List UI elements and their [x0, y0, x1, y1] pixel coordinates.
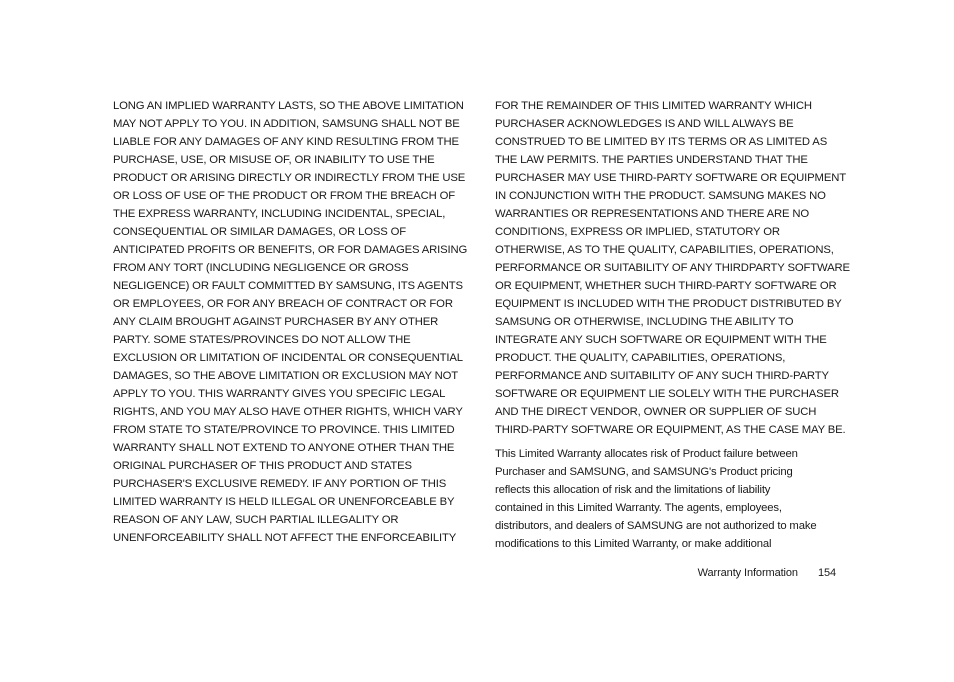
text-line: PURCHASER'S EXCLUSIVE REMEDY. IF ANY PORTION OF THIS — [113, 478, 447, 490]
text-line: CONSEQUENTIAL OR SIMILAR DAMAGES, OR LOSS OF — [113, 226, 407, 238]
text-line: OR LOSS OF USE OF THE PRODUCT OR FROM THE BREACH OF — [113, 190, 455, 202]
paragraph — [495, 97, 850, 439]
text-line: ANTICIPATED PROFITS OR BENEFITS, OR FOR DAMAGES ARISING — [113, 244, 468, 256]
text-line: WARRANTY SHALL NOT EXTEND TO ANYONE OTHER THAN THE — [113, 442, 455, 454]
text-line: THE EXPRESS WARRANTY, INCLUDING INCIDENTAL, SPECIAL, — [113, 208, 446, 220]
right-text-column — [495, 97, 850, 553]
text-line: IN CONJUNCTION WITH THE PRODUCT. SAMSUNG MAKES NO — [495, 190, 826, 202]
text-line: PERFORMANCE AND SUITABILITY OF ANY SUCH THIRD-PARTY — [495, 370, 829, 382]
text-line: Purchaser and SAMSUNG, and SAMSUNG's Product pricing — [495, 466, 793, 478]
text-line: This Limited Warranty allocates risk of Product failure between — [495, 448, 798, 460]
text-line: LIABLE FOR ANY DAMAGES OF ANY KIND RESULTING FROM THE — [113, 136, 459, 148]
text-line: reflects this allocation of risk and the limitations of liability — [495, 484, 771, 496]
footer-section-title: Warranty Information — [697, 567, 798, 579]
text-line: RIGHTS, AND YOU MAY ALSO HAVE OTHER RIGHTS, WHICH VARY — [113, 406, 463, 418]
text-line: PURCHASER MAY USE THIRD-PARTY SOFTWARE OR EQUIPMENT — [495, 172, 846, 184]
text-line: modifications to this Limited Warranty, or make additional — [495, 538, 772, 550]
text-line: SAMSUNG OR OTHERWISE, INCLUDING THE ABILITY TO — [495, 316, 794, 328]
text-line: AND THE DIRECT VENDOR, OWNER OR SUPPLIER OF SUCH — [495, 406, 817, 418]
text-line: FOR THE REMAINDER OF THIS LIMITED WARRANTY WHICH — [495, 100, 812, 112]
paragraph — [113, 97, 468, 547]
text-line: ORIGINAL PURCHASER OF THIS PRODUCT AND STATES — [113, 460, 412, 472]
text-line: MAY NOT APPLY TO YOU. IN ADDITION, SAMSUNG SHALL NOT BE — [113, 118, 460, 130]
text-line: ANY CLAIM BROUGHT AGAINST PURCHASER BY ANY OTHER — [113, 316, 439, 328]
page-footer — [698, 564, 836, 582]
text-line: REASON OF ANY LAW, SUCH PARTIAL ILLEGALITY OR — [113, 514, 399, 526]
text-line: OR EMPLOYEES, OR FOR ANY BREACH OF CONTRACT OR FOR — [113, 298, 453, 310]
text-line: EXCLUSION OR LIMITATION OF INCIDENTAL OR CONSEQUENTIAL — [113, 352, 463, 364]
paragraph — [495, 445, 837, 553]
text-line: EQUIPMENT IS INCLUDED WITH THE PRODUCT DISTRIBUTED BY — [495, 298, 842, 310]
text-line: WARRANTIES OR REPRESENTATIONS AND THERE ARE NO — [495, 208, 810, 220]
text-line: UNENFORCEABILITY SHALL NOT AFFECT THE ENFORCEABILITY — [113, 532, 457, 544]
page-number: 154 — [817, 567, 836, 579]
text-line: THE LAW PERMITS. THE PARTIES UNDERSTAND THAT THE — [495, 154, 808, 166]
text-line: PRODUCT. THE QUALITY, CAPABILITIES, OPERATIONS, — [495, 352, 786, 364]
text-line: CONDITIONS, EXPRESS OR IMPLIED, STATUTORY OR — [495, 226, 780, 238]
text-line: PURCHASER ACKNOWLEDGES IS AND WILL ALWAYS BE — [495, 118, 794, 130]
text-line: APPLY TO YOU. THIS WARRANTY GIVES YOU SPECIFIC LEGAL — [113, 388, 446, 400]
text-line: contained in this Limited Warranty. The agents, employees, — [495, 502, 782, 514]
text-line: PERFORMANCE OR SUITABILITY OF ANY THIRDPARTY SOFTWARE — [495, 262, 850, 274]
text-line: OTHERWISE, AS TO THE QUALITY, CAPABILITIES, OPERATIONS, — [495, 244, 834, 256]
text-line: FROM ANY TORT (INCLUDING NEGLIGENCE OR GROSS — [113, 262, 409, 274]
text-line: PRODUCT OR ARISING DIRECTLY OR INDIRECTLY FROM THE USE — [113, 172, 466, 184]
text-line: INTEGRATE ANY SUCH SOFTWARE OR EQUIPMENT WITH THE — [495, 334, 827, 346]
text-line: NEGLIGENCE) OR FAULT COMMITTED BY SAMSUNG, ITS AGENTS — [113, 280, 463, 292]
text-line: LONG AN IMPLIED WARRANTY LASTS, SO THE ABOVE LIMITATION — [113, 100, 464, 112]
text-line: PARTY. SOME STATES/PROVINCES DO NOT ALLOW THE — [113, 334, 411, 346]
text-line: OR EQUIPMENT, WHETHER SUCH THIRD-PARTY SOFTWARE OR — [495, 280, 837, 292]
text-line: THIRD-PARTY SOFTWARE OR EQUIPMENT, AS THE CASE MAY BE. — [495, 424, 846, 436]
text-line: distributors, and dealers of SAMSUNG are not authorized to make — [495, 520, 817, 532]
text-line: DAMAGES, SO THE ABOVE LIMITATION OR EXCLUSION MAY NOT — [113, 370, 459, 382]
text-line: PURCHASE, USE, OR MISUSE OF, OR INABILITY TO USE THE — [113, 154, 435, 166]
text-line: CONSTRUED TO BE LIMITED BY ITS TERMS OR AS LIMITED AS — [495, 136, 828, 148]
text-line: FROM STATE TO STATE/PROVINCE TO PROVINCE. THIS LIMITED — [113, 424, 455, 436]
text-line: LIMITED WARRANTY IS HELD ILLEGAL OR UNENFORCEABLE BY — [113, 496, 455, 508]
text-line: SOFTWARE OR EQUIPMENT LIE SOLELY WITH THE PURCHASER — [495, 388, 839, 400]
left-text-column — [113, 97, 468, 547]
